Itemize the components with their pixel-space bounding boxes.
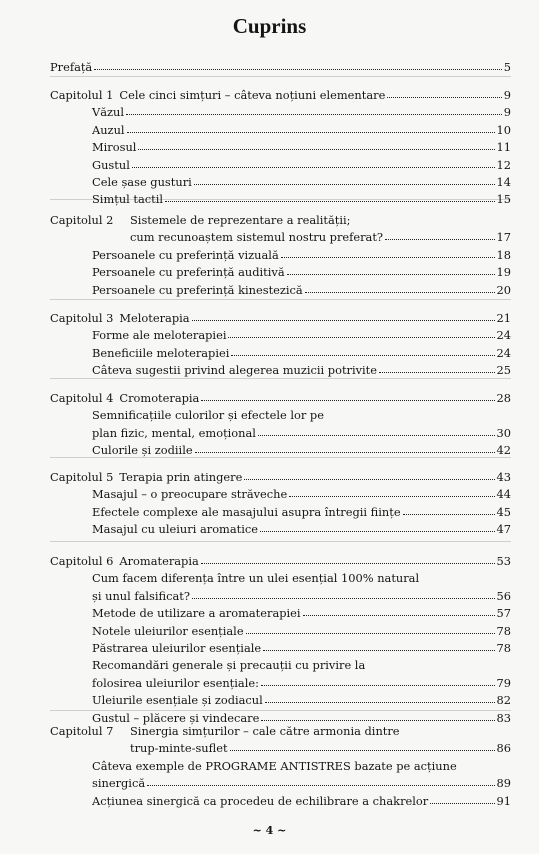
page-number-ref: 24 [496, 345, 511, 360]
subsection-entry [92, 624, 511, 638]
subsection-entry [92, 363, 511, 377]
leader-dots [387, 97, 501, 98]
chapter-title [50, 554, 511, 568]
subsection-entry [92, 283, 511, 297]
page-number-ref: 91 [496, 793, 511, 808]
leader-dots [289, 496, 494, 497]
page-number-ref: 30 [496, 425, 511, 440]
subsection-entry-label: Persoanele cu preferință vizuală [92, 247, 279, 262]
leader-dots [147, 785, 494, 786]
chapter-number: Capitolul 4 [50, 391, 114, 405]
chapter-number: Capitolul 1 [50, 88, 114, 102]
subsection-entry-label: plan fizic, mental, emoțional [92, 425, 256, 440]
subsection-entry-label: Gustul – plăcere și vindecare [92, 710, 260, 725]
page-number-ref: 57 [496, 606, 511, 621]
subsection-entry-label: Gustul [92, 157, 130, 172]
section-divider [50, 76, 511, 77]
subsection-entry [92, 158, 511, 172]
subsection-entry-label: Simțul tactil [92, 192, 164, 207]
chapter-title-line: Sistemele de reprezentare a realității; [130, 213, 351, 227]
subsection-line: Cum facem diferența între un ulei esențial 100% natural [92, 571, 420, 586]
page-number-ref: 89 [496, 776, 511, 791]
page-title: Cuprins [232, 14, 307, 38]
subsection-entry-label: Văzul [92, 105, 124, 120]
chapter-number: Capitolul 7 [50, 724, 114, 738]
chapter-title-label: trup-minte-suflet [130, 741, 228, 756]
leader-dots [430, 803, 494, 804]
subsection-entry [92, 175, 511, 189]
page-number-ref: 45 [496, 504, 511, 519]
subsection-entry [92, 248, 511, 262]
leader-dots [195, 452, 495, 453]
subsection-entry-label: Forme ale meloterapiei [92, 328, 227, 343]
preface-entry [50, 60, 511, 74]
subsection-entry-label: Persoanele cu preferință kinestezică [92, 282, 303, 297]
chapter-title [50, 470, 511, 484]
subsection-entry [92, 443, 511, 457]
subsection-entry-label: Beneficiile meloterapiei [92, 345, 230, 360]
subsection-entry-label: și unul falsificat? [92, 588, 190, 603]
page-number-ref: 21 [496, 311, 511, 325]
leader-dots [263, 650, 494, 651]
subsection-entry-label: Uleiurile esențiale și zodiacul [92, 693, 263, 708]
section-divider [50, 299, 511, 300]
subsection-entry-label: Persoanele cu preferință auditivă [92, 265, 285, 280]
chapter-title-label: Cromoterapia [119, 391, 200, 405]
subsection-entry-label: Câteva sugestii privind alegerea muzicii potrivite [92, 363, 378, 378]
subsection-entry-label: sinergică [92, 776, 146, 791]
subsection-entry [92, 606, 511, 620]
page-number-ref: 25 [496, 363, 511, 378]
page-number-ref: 86 [496, 741, 511, 756]
page-number-ref: 18 [496, 247, 511, 262]
subsection-entry [92, 693, 511, 707]
subsection-entry [92, 794, 511, 808]
chapter-title [50, 311, 511, 325]
subsection-entry [92, 487, 511, 501]
page-number-ref: 17 [496, 230, 511, 245]
subsection-entry [92, 711, 511, 725]
subsection-entry-label: Notele uleiurilor esențiale [92, 623, 244, 638]
leader-dots [201, 400, 494, 401]
leader-dots [201, 563, 495, 564]
chapter-title-label: Cele cinci simțuri – câteva noțiuni elementare [119, 88, 386, 102]
subsection-entry-label: Păstrarea uleiurilor esențiale [92, 641, 262, 655]
page-number-ref: 10 [496, 122, 511, 137]
subsection-entry-label: Mirosul [92, 140, 137, 155]
subsection-entry [92, 265, 511, 279]
subsection-entry-label: Culorile și zodiile [92, 443, 193, 458]
leader-dots [281, 257, 495, 258]
leader-dots [192, 598, 495, 599]
leader-dots [265, 702, 495, 703]
leader-dots [305, 292, 495, 293]
subsection-entry [92, 328, 511, 342]
subsection-entry-label: Efectele complexe ale masajului asupra întregii ființe [92, 504, 401, 519]
leader-dots [94, 69, 502, 70]
subsection-entry [92, 505, 511, 519]
page-number-ref: 79 [496, 675, 511, 690]
preface-entry-label: Prefață [50, 60, 93, 74]
subsection-entry [92, 105, 511, 119]
subsection-entry [92, 140, 511, 154]
subsection-entry-label: Cele șase gusturi [92, 175, 192, 189]
leader-dots [138, 149, 494, 150]
chapter-title [50, 391, 511, 405]
page-number-ref: 44 [496, 487, 511, 502]
chapter-title [130, 741, 511, 755]
chapter-title-label: cum recunoaștem sistemul nostru preferat? [130, 230, 384, 245]
leader-dots [194, 184, 495, 185]
page-number-ref: 5 [503, 60, 511, 74]
subsection-entry-label: Masajul – o preocupare străveche [92, 487, 288, 502]
subsection-entry [92, 589, 511, 603]
section-divider [50, 541, 511, 542]
leader-dots [403, 514, 495, 515]
page-number-ref: 9 [503, 88, 511, 102]
leader-dots [231, 355, 494, 356]
subsection-entry [92, 346, 511, 360]
subsection-line: Recomandări generale și precauții cu privire la [92, 658, 366, 673]
subsection-entry-label: folosirea uleiurilor esențiale: [92, 675, 259, 690]
page-number-ref: 24 [496, 328, 511, 343]
page-number-ref: 43 [496, 470, 511, 484]
page-number-ref: 11 [496, 140, 511, 155]
page-number-ref: 42 [496, 443, 511, 458]
leader-dots [244, 479, 494, 480]
page-number-ref: 83 [496, 710, 511, 725]
leader-dots [385, 239, 494, 240]
chapter-number: Capitolul 6 [50, 554, 114, 568]
leader-dots [127, 132, 495, 133]
subsection-entry [92, 676, 511, 690]
page-number-ref: 12 [496, 157, 511, 172]
section-divider [50, 378, 511, 379]
chapter-title-label: Aromaterapia [119, 554, 199, 568]
leader-dots [258, 435, 495, 436]
subsection-entry [92, 641, 511, 655]
subsection-line: Semnificațiile culorilor și efectele lor pe [92, 408, 324, 423]
page-number-ref: 15 [496, 192, 511, 207]
subsection-entry [92, 522, 511, 536]
leader-dots [261, 720, 494, 721]
page-number-ref: 9 [503, 105, 511, 120]
leader-dots [303, 615, 495, 616]
page-number-ref: 78 [496, 641, 511, 655]
page-number-ref: 53 [496, 554, 511, 568]
page-number-ref: 78 [496, 623, 511, 638]
subsection-entry-label: Masajul cu uleiuri aromatice [92, 522, 258, 537]
chapter-number: Capitolul 2 [50, 213, 114, 227]
leader-dots [230, 750, 495, 751]
leader-dots [165, 201, 494, 202]
page-number: ~ 4 ~ [252, 824, 287, 837]
subsection-entry [92, 123, 511, 137]
subsection-entry [92, 426, 511, 440]
leader-dots [260, 531, 495, 532]
page-number-ref: 47 [496, 522, 511, 537]
subsection-entry-label: Acțiunea sinergică ca procedeu de echilibrare a chakrelor [92, 793, 429, 808]
page-number-ref: 14 [496, 175, 511, 189]
leader-dots [287, 274, 495, 275]
chapter-title-line: Sinergia simțurilor – cale către armonia dintre [130, 724, 400, 738]
leader-dots [246, 633, 495, 634]
subsection-entry [92, 192, 511, 206]
chapter-number: Capitolul 5 [50, 470, 114, 484]
leader-dots [192, 320, 495, 321]
subsection-entry-label: Metode de utilizare a aromaterapiei [92, 606, 301, 621]
page-number-ref: 82 [496, 693, 511, 708]
leader-dots [379, 372, 494, 373]
leader-dots [126, 114, 502, 115]
page-number-ref: 56 [496, 588, 511, 603]
page-number-ref: 19 [496, 265, 511, 280]
chapter-title-label: Terapia prin atingere [119, 470, 243, 484]
leader-dots [261, 685, 495, 686]
leader-dots [228, 337, 494, 338]
chapter-title [50, 88, 511, 102]
chapter-title-label: Meloterapia [119, 311, 190, 325]
page-number-ref: 28 [496, 391, 511, 405]
leader-dots [132, 167, 495, 168]
subsection-entry-label: Auzul [92, 122, 125, 137]
subsection-entry [92, 776, 511, 790]
chapter-title [130, 230, 511, 244]
chapter-number: Capitolul 3 [50, 311, 114, 325]
subsection-line: Câteva exemple de PROGRAME ANTISTRES bazate pe acțiune [92, 758, 457, 773]
page-number-ref: 20 [496, 282, 511, 297]
